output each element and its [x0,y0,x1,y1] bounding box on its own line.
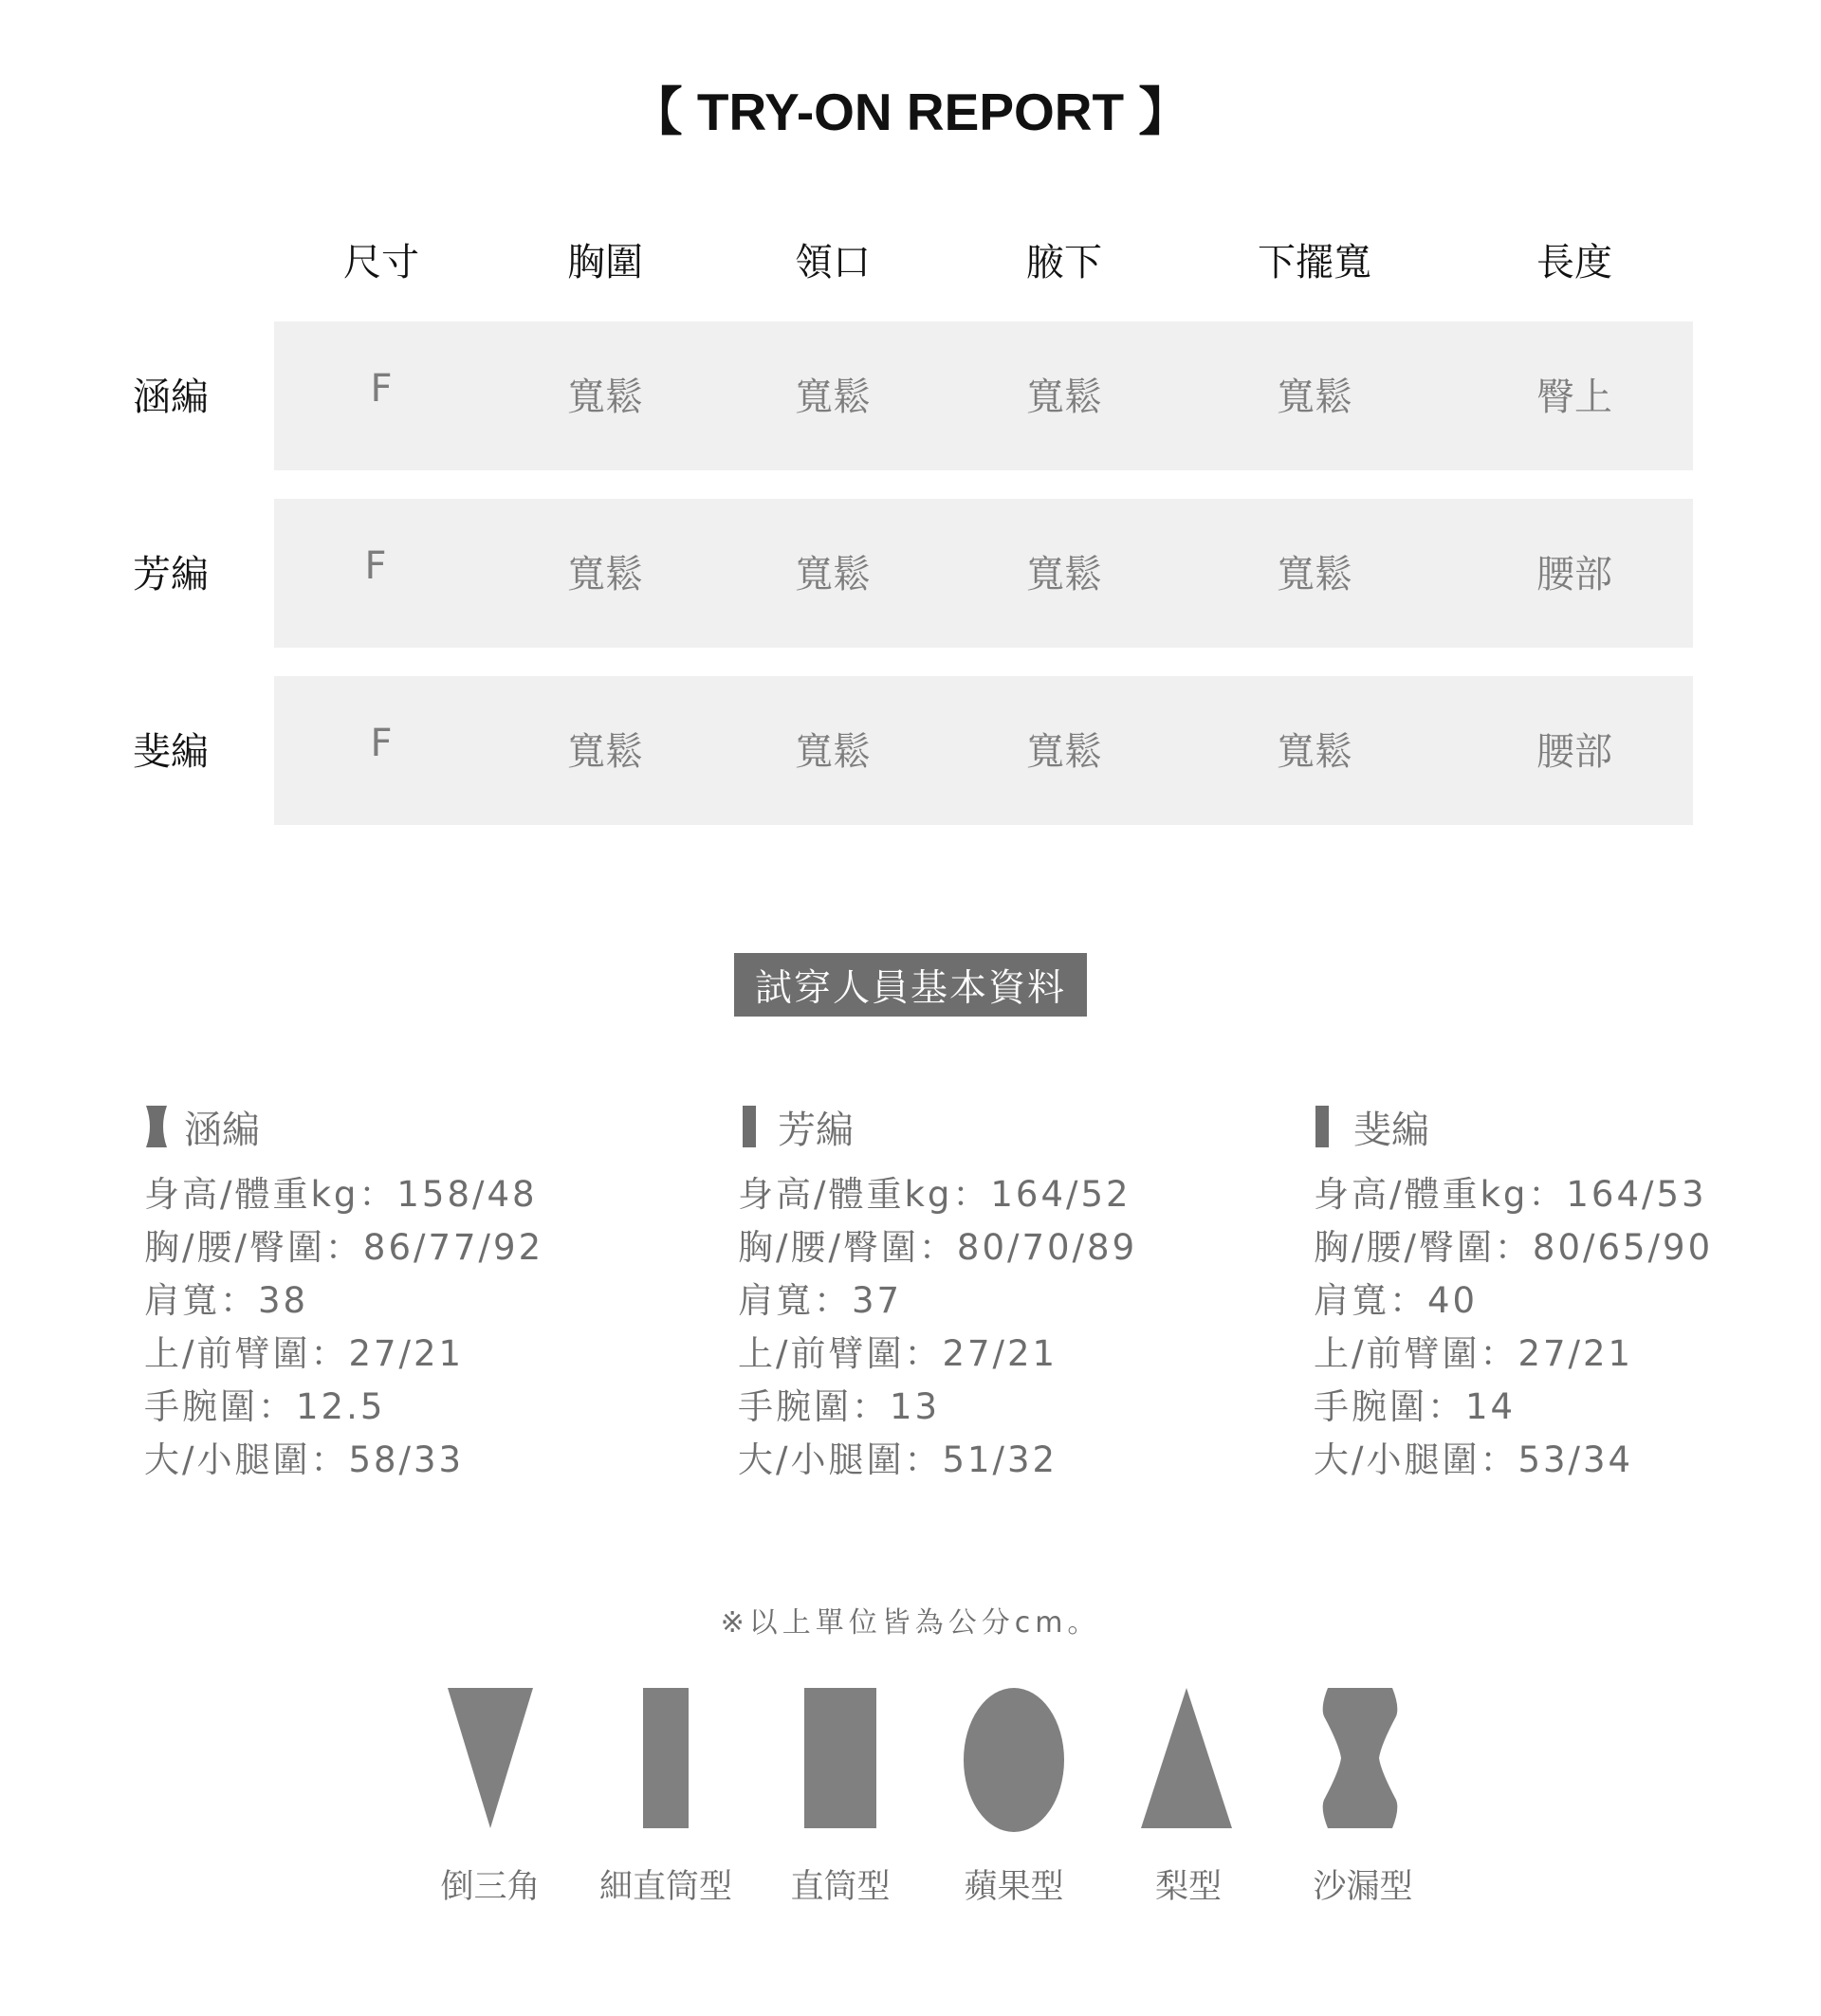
tester-stat: 身高/體重kg：164/52 [738,1174,1131,1215]
col-header-chest: 胸圍 [567,241,643,284]
table-cell: 寬鬆 [1277,553,1352,596]
table-cell: 寬鬆 [795,730,871,774]
tester-stat: 胸/腰/臀圍：80/65/90 [1314,1227,1714,1268]
tester-stat: 大/小腿圍：51/32 [738,1439,1058,1480]
tester-stat: 上/前臂圍：27/21 [738,1333,1058,1374]
body-shape-label: 細直筒型 [598,1868,733,1906]
table-row [274,676,1693,825]
triangle-icon [1141,1688,1232,1828]
row-label: 斐編 [133,730,209,774]
tester-stat: 大/小腿圍：53/34 [1314,1439,1634,1480]
row-label: 芳編 [133,553,209,596]
table-cell: 寬鬆 [1277,730,1352,774]
rectangle-icon [804,1688,876,1828]
tester-profile [738,1100,1137,1487]
report-title: 【 TRY-ON REPORT 】 [630,82,1191,141]
body-shape-label: 梨型 [1154,1868,1223,1906]
table-cell: F [364,544,387,588]
table-cell: 腰部 [1536,553,1612,596]
table-cell: 寬鬆 [795,376,871,419]
table-cell: 寬鬆 [1026,553,1102,596]
tester-stat: 上/前臂圍：27/21 [144,1333,465,1374]
table-cell: 寬鬆 [567,730,643,774]
tester-stat: 大/小腿圍：58/33 [144,1439,465,1480]
body-shape-label: 蘋果型 [964,1868,1064,1906]
inverted-triangle-icon [448,1688,533,1828]
tester-stat: 胸/腰/臀圍：80/70/89 [738,1227,1138,1268]
col-header-size: 尺寸 [343,241,419,284]
table-cell: 寬鬆 [1277,376,1352,419]
oval-icon [964,1688,1064,1832]
table-cell: F [370,367,393,411]
narrow-rectangle-icon [643,1688,689,1828]
tester-profile [1314,1100,1713,1487]
table-cell: 腰部 [1536,730,1612,774]
col-header-length: 長度 [1536,241,1612,284]
table-row [274,321,1693,470]
tester-stat: 手腕圍：14 [1314,1386,1517,1427]
tester-stat: 身高/體重kg：158/48 [144,1174,538,1215]
tester-stat: 身高/體重kg：164/53 [1314,1174,1707,1215]
tester-stat: 手腕圍：13 [738,1386,941,1427]
table-cell: 寬鬆 [567,553,643,596]
col-header-armpit: 腋下 [1026,241,1102,284]
tester-stat: 手腕圍：12.5 [144,1386,386,1427]
body-shape-label: 沙漏型 [1313,1868,1413,1906]
table-cell: 臀上 [1536,376,1612,419]
table-cell: F [370,722,393,765]
col-header-neckline: 領口 [795,241,871,284]
table-cell: 寬鬆 [567,376,643,419]
tester-profile [144,1100,543,1487]
narrow-rectangle-icon [1314,1106,1338,1147]
unit-note: ※以上單位皆為公分cm。 [720,1606,1101,1640]
tester-stat: 肩寬：40 [1314,1280,1479,1321]
col-header-hem-width: 下擺寬 [1258,241,1371,284]
hourglass-icon [1322,1688,1398,1828]
narrow-rectangle-icon [738,1106,763,1147]
tester-name: 涵編 [184,1108,260,1152]
body-shape-label: 倒三角 [440,1868,541,1906]
table-cell: 寬鬆 [1026,730,1102,774]
table-cell: 寬鬆 [795,553,871,596]
section-title-badge: 試穿人員基本資料 [734,953,1087,1017]
tester-stat: 胸/腰/臀圍：86/77/92 [144,1227,544,1268]
tester-stat: 肩寬：37 [738,1280,903,1321]
tester-stat: 上/前臂圍：27/21 [1314,1333,1634,1374]
tester-name: 芳編 [778,1108,854,1152]
hourglass-icon [144,1106,169,1147]
table-row [274,499,1693,648]
body-shape-label: 直筒型 [790,1868,891,1906]
tester-stat: 肩寬：38 [144,1280,309,1321]
table-cell: 寬鬆 [1026,376,1102,419]
tester-name: 斐編 [1353,1108,1429,1152]
row-label: 涵編 [133,376,209,419]
